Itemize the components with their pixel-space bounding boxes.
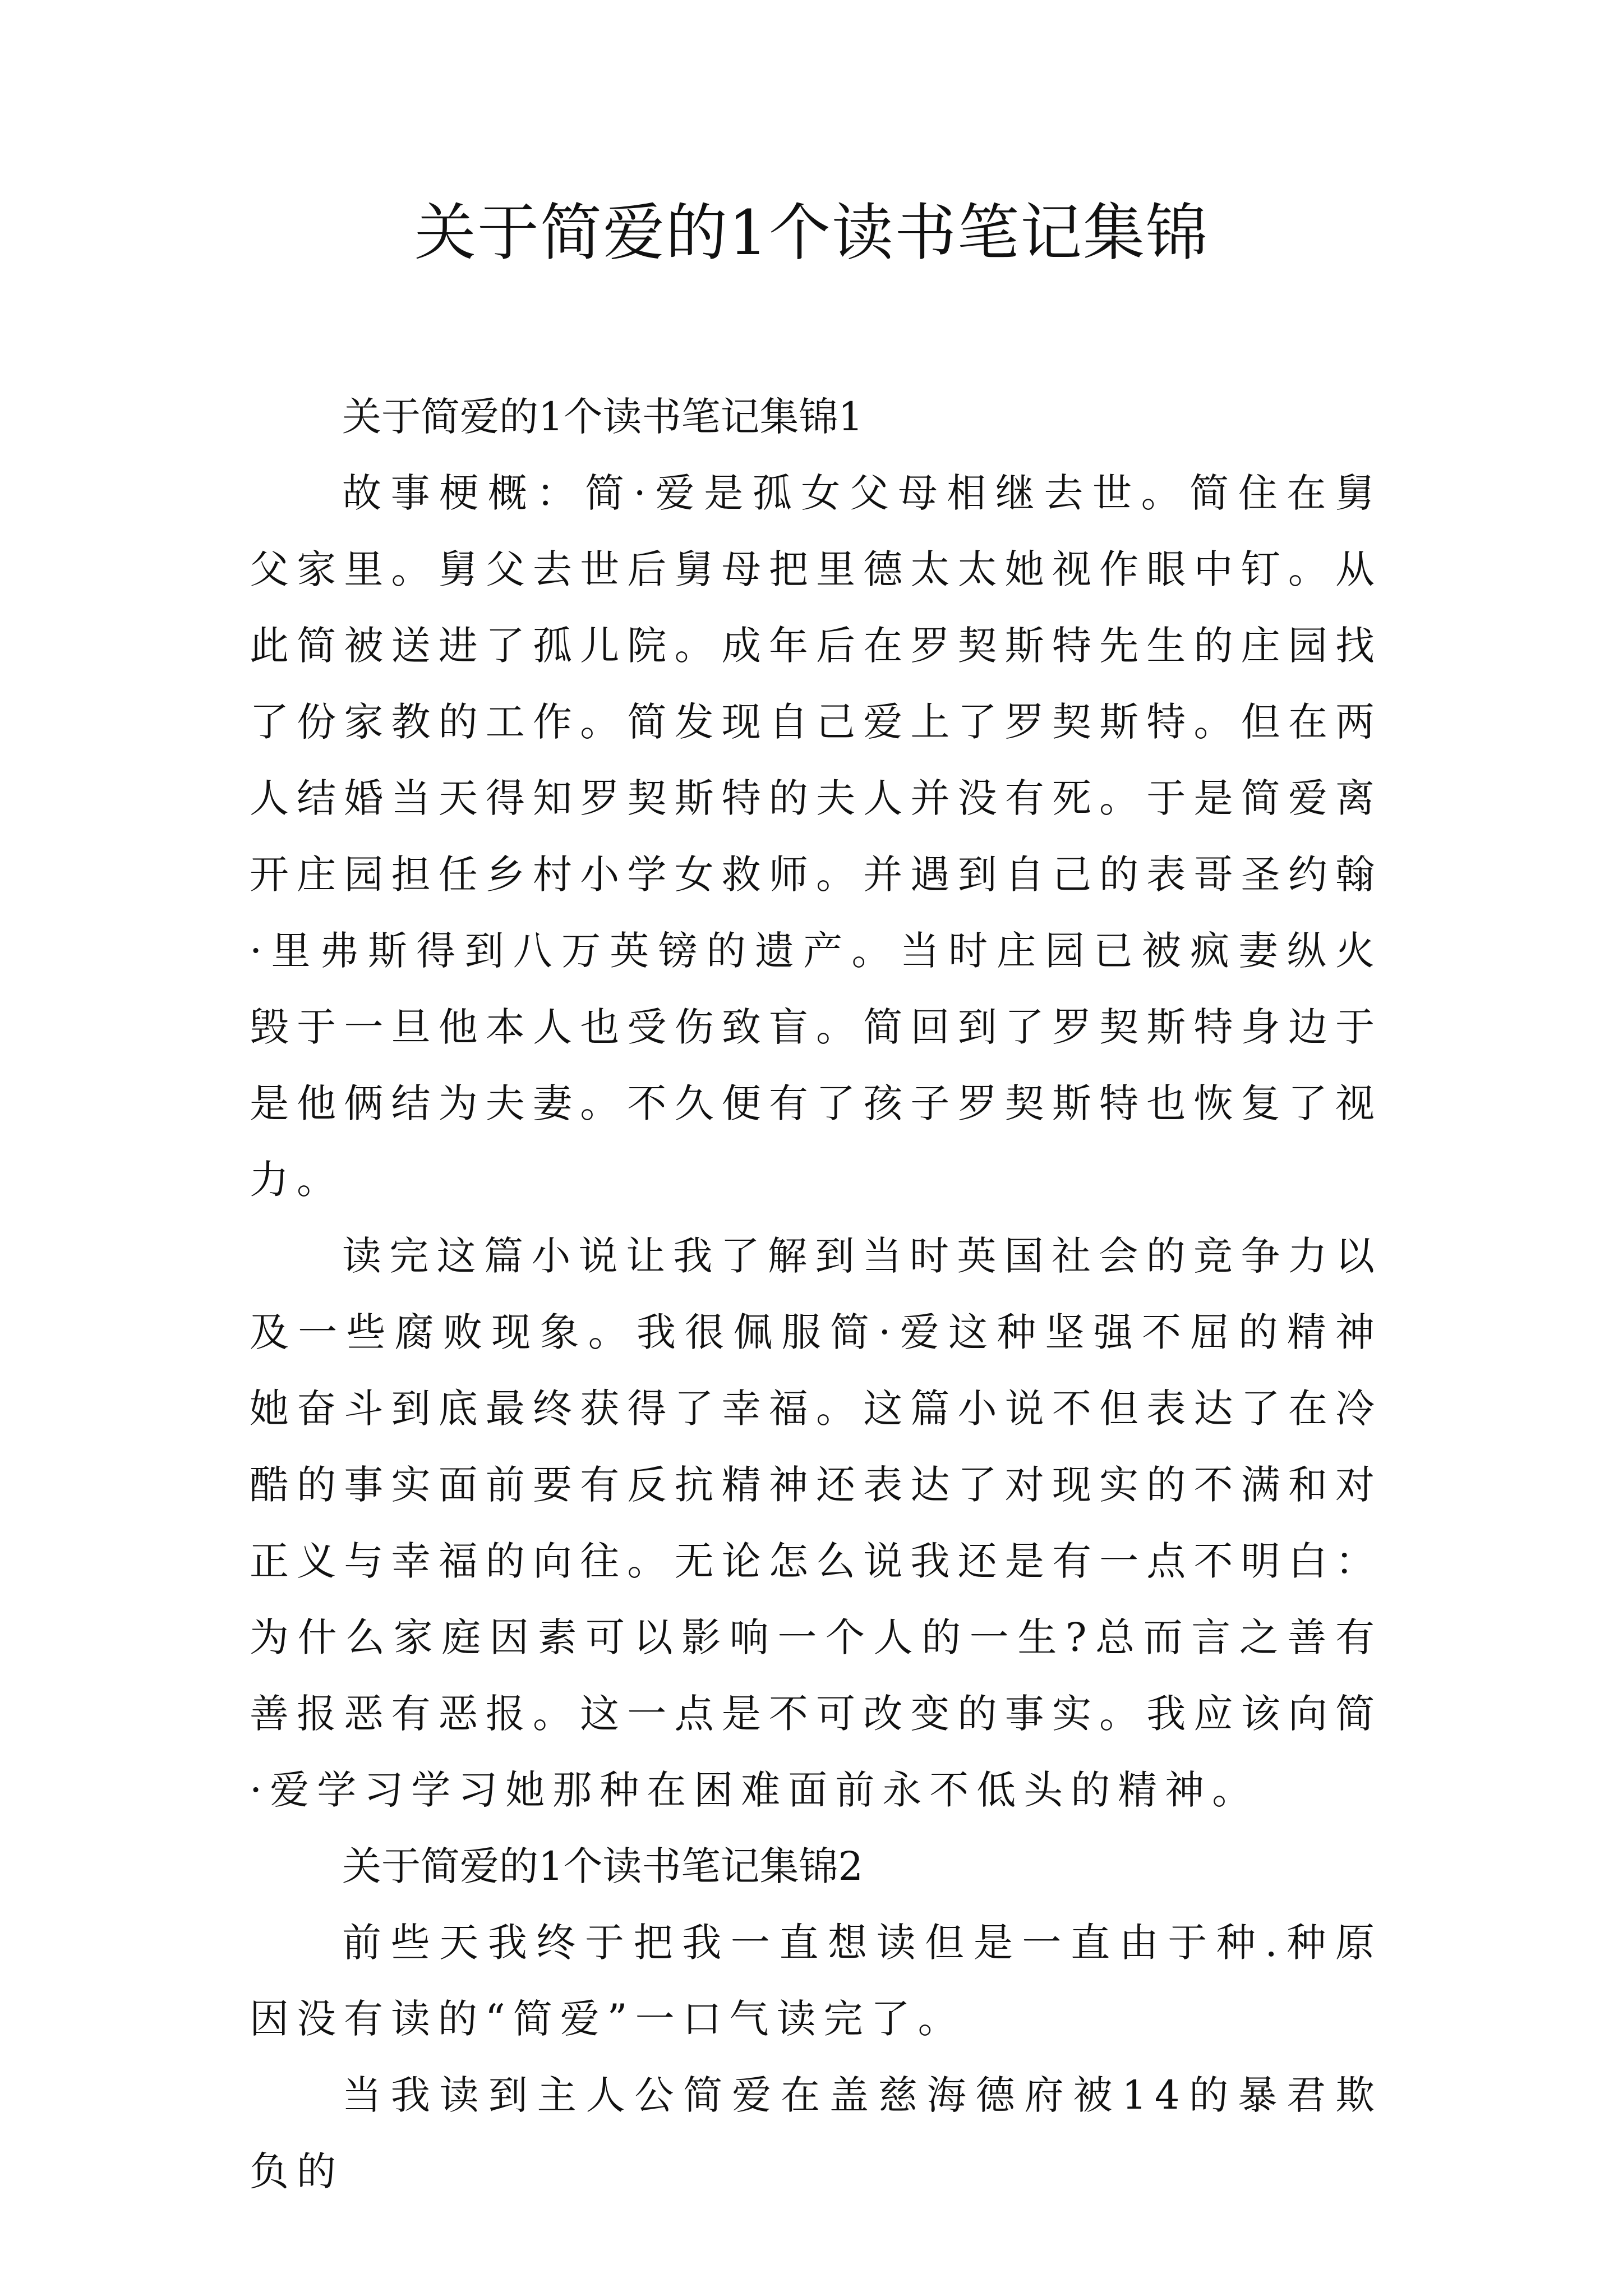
paragraph-reflection: 读完这篇小说让我了解到当时英国社会的竞争力以及一些腐败现象。我很佩服简·爱这种坚强不屈的精神她奋斗到底最终获得了幸福。这篇小说不但表达了在冷酷的事实面前要有反抗精神还表达了对现实的不满和对正义与幸福的向往。无论怎么说我还是有一点不明白：为什么家庭因素可以影响一个人的一生?总而言之善有善报恶有恶报。这一点是不可改变的事实。我应该向简·爱学习学习她那种在困难面前永不低头的精神。 [250, 1233, 1382, 1813]
paragraph-reading-intro: 前些天我终于把我一直想读但是一直由于种.种原因没有读的“简爱”一口气读完了。 [250, 1920, 1382, 2042]
paragraph-story-summary: 故事梗概：简·爱是孤女父母相继去世。简住在舅父家里。舅父去世后舅母把里德太太她视作眼中钉。从此简被送进了孤儿院。成年后在罗契斯特先生的庄园找了份家教的工作。简发现自己爱上了罗契斯特。但在两人结婚当天得知罗契斯特的夫人并没有死。于是简爱离开庄园担任乡村小学女救师。并遇到自己的表哥圣约翰·里弗斯得到八万英镑的遗产。当时庄园已被疯妻纵火毁于一旦他本人也受伤致盲。简回到了罗契斯特身边于是他俩结为夫妻。不久便有了孩子罗契斯特也恢复了视力。 [250, 470, 1382, 1203]
section-heading-1: 关于简爱的1个读书笔记集锦1 [342, 394, 864, 440]
section-heading-2: 关于简爱的1个读书笔记集锦2 [342, 1843, 864, 1889]
document-title: 关于简爱的1个读书笔记集锦 [414, 197, 1209, 269]
document-body [250, 379, 1382, 2210]
paragraph-reading-continued: 当我读到主人公简爱在盖慈海德府被14的暴君欺负的 [250, 2072, 1382, 2194]
